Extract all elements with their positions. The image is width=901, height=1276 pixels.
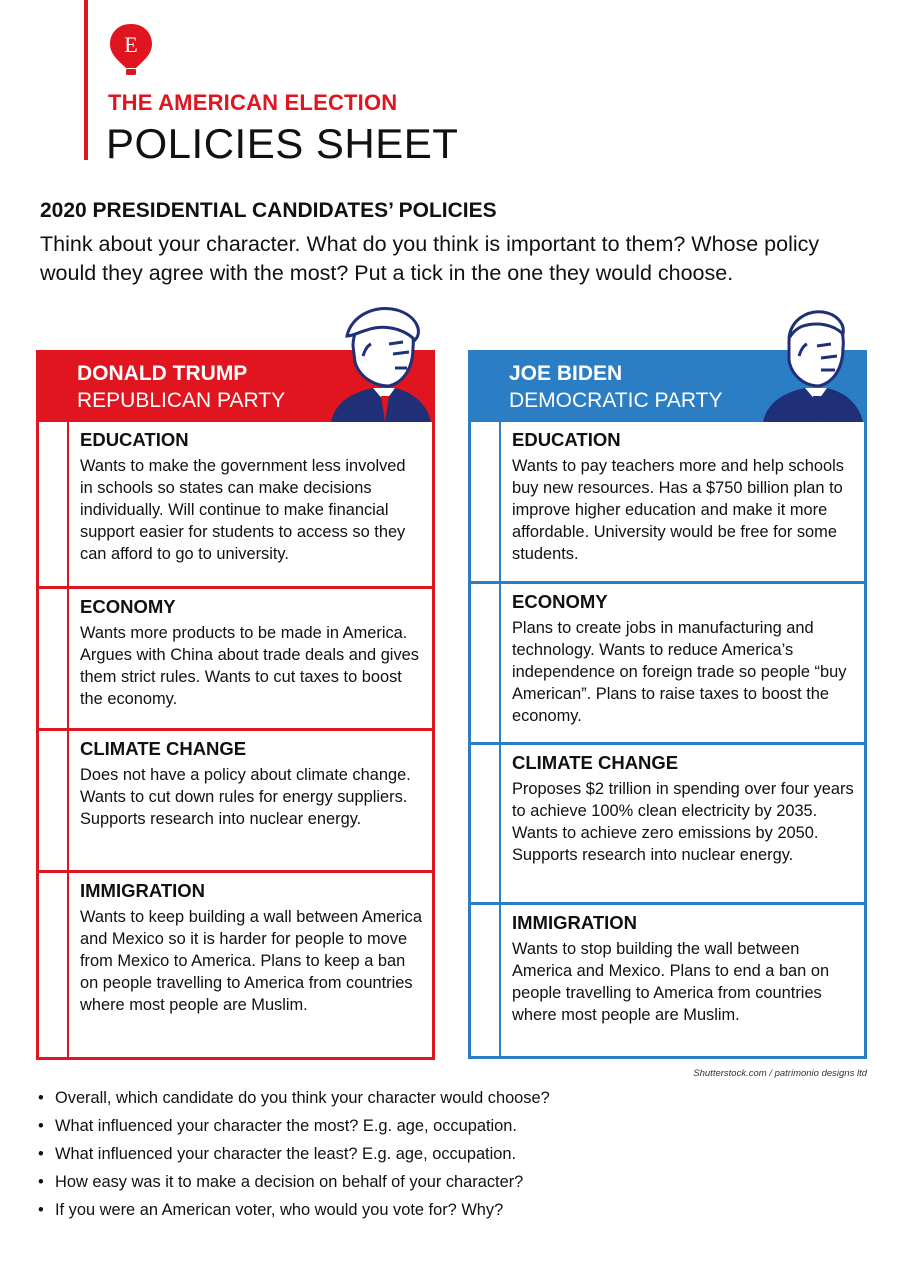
candidate-column-biden bbox=[468, 350, 867, 1059]
policy-text: Wants more products to be made in America. Argues with China about trade deals and gives them strict rules. Wants to cut taxes to boost the economy. bbox=[80, 624, 419, 708]
header-accent-line bbox=[84, 0, 88, 160]
image-credit: Shutterstock.com / patrimonio designs ltd bbox=[693, 1068, 867, 1079]
candidate-header bbox=[468, 350, 867, 422]
tick-box-divider bbox=[67, 873, 69, 1057]
intro-text: Think about your character. What do you think is important to them? Whose policy would they agree with the most? Put a tick in the one they would choose. bbox=[40, 232, 820, 285]
section-heading: 2020 PRESIDENTIAL CANDIDATES’ POLICIES bbox=[40, 199, 497, 222]
policy-row-education[interactable] bbox=[471, 422, 864, 581]
candidate-column-trump bbox=[36, 350, 435, 1060]
policy-row-climate-change[interactable] bbox=[39, 728, 432, 870]
list-item: • If you were an American voter, who would you vote for? Why? bbox=[38, 1196, 550, 1224]
balloon-logo-icon bbox=[106, 22, 156, 78]
tick-box-divider bbox=[499, 584, 501, 742]
policy-title: EDUCATION bbox=[512, 429, 621, 450]
candidate-name: JOE BIDEN bbox=[509, 362, 623, 385]
policy-title: ECONOMY bbox=[512, 591, 608, 612]
policy-list bbox=[36, 422, 435, 1060]
policy-title: EDUCATION bbox=[80, 429, 189, 450]
policy-row-immigration[interactable] bbox=[471, 902, 864, 1056]
policy-list bbox=[468, 422, 867, 1059]
policy-text: Wants to keep building a wall between America and Mexico so it is harder for people to move from Mexico to America. Plans to keep a ban on people travelling to America from countries where most people are Muslim. bbox=[80, 908, 422, 1014]
candidate-party: REPUBLICAN PARTY bbox=[77, 389, 286, 412]
candidate-header bbox=[36, 350, 435, 422]
policy-row-climate-change[interactable] bbox=[471, 742, 864, 902]
trump-portrait-icon bbox=[323, 306, 433, 422]
policy-row-economy[interactable] bbox=[39, 586, 432, 728]
policy-row-economy[interactable] bbox=[471, 581, 864, 742]
policy-text: Wants to stop building the wall between America and Mexico. Plans to end a ban on people travelling to America from countries where most people are Muslim. bbox=[512, 940, 830, 1024]
page-title: POLICIES SHEET bbox=[106, 120, 459, 167]
tick-box-divider bbox=[67, 422, 69, 586]
policy-text: Does not have a policy about climate change. Wants to cut down rules for energy suppliers. Supports research into nuclear energy. bbox=[80, 766, 411, 828]
header-subtitle: THE AMERICAN ELECTION bbox=[108, 90, 398, 115]
list-item: • How easy was it to make a decision on behalf of your character? bbox=[38, 1168, 550, 1196]
candidate-party: DEMOCRATIC PARTY bbox=[509, 389, 723, 412]
policy-text: Wants to make the government less involved in schools so states can make decisions individually. Will continue to make financial support easier for students to access so they can afford to go to university. bbox=[80, 457, 406, 563]
policy-title: ECONOMY bbox=[80, 596, 176, 617]
policy-title: CLIMATE CHANGE bbox=[512, 752, 679, 773]
question-list bbox=[38, 1084, 550, 1224]
candidate-name: DONALD TRUMP bbox=[77, 362, 248, 385]
list-item: • What influenced your character the most? E.g. age, occupation. bbox=[38, 1112, 550, 1140]
policy-text: Plans to create jobs in manufacturing and technology. Wants to reduce America’s independence on foreign trade so people “buy American”. Plans to raise taxes to boost the economy. bbox=[512, 619, 847, 725]
policy-title: IMMIGRATION bbox=[512, 912, 638, 933]
tick-box-divider bbox=[499, 422, 501, 581]
list-item: • What influenced your character the least? E.g. age, occupation. bbox=[38, 1140, 550, 1168]
tick-box-divider bbox=[67, 731, 69, 870]
policy-title: CLIMATE CHANGE bbox=[80, 738, 247, 759]
logo-letter: E bbox=[124, 32, 138, 57]
policy-row-education[interactable] bbox=[39, 422, 432, 586]
biden-portrait-icon bbox=[755, 306, 865, 422]
policy-row-immigration[interactable] bbox=[39, 870, 432, 1057]
policy-text: Proposes $2 trillion in spending over four years to achieve 100% clean electricity by 2035. Wants to achieve zero emissions by 2050. Supports research into nuclear energy. bbox=[512, 780, 854, 864]
tick-box-divider bbox=[499, 905, 501, 1056]
policy-text: Wants to pay teachers more and help schools buy new resources. Has a $750 billion plan to improve higher education and make it more affordable. University would be free for some students. bbox=[512, 457, 844, 563]
list-item: • Overall, which candidate do you think your character would choose? bbox=[38, 1084, 550, 1112]
policy-title: IMMIGRATION bbox=[80, 880, 206, 901]
tick-box-divider bbox=[499, 745, 501, 902]
tick-box-divider bbox=[67, 589, 69, 728]
